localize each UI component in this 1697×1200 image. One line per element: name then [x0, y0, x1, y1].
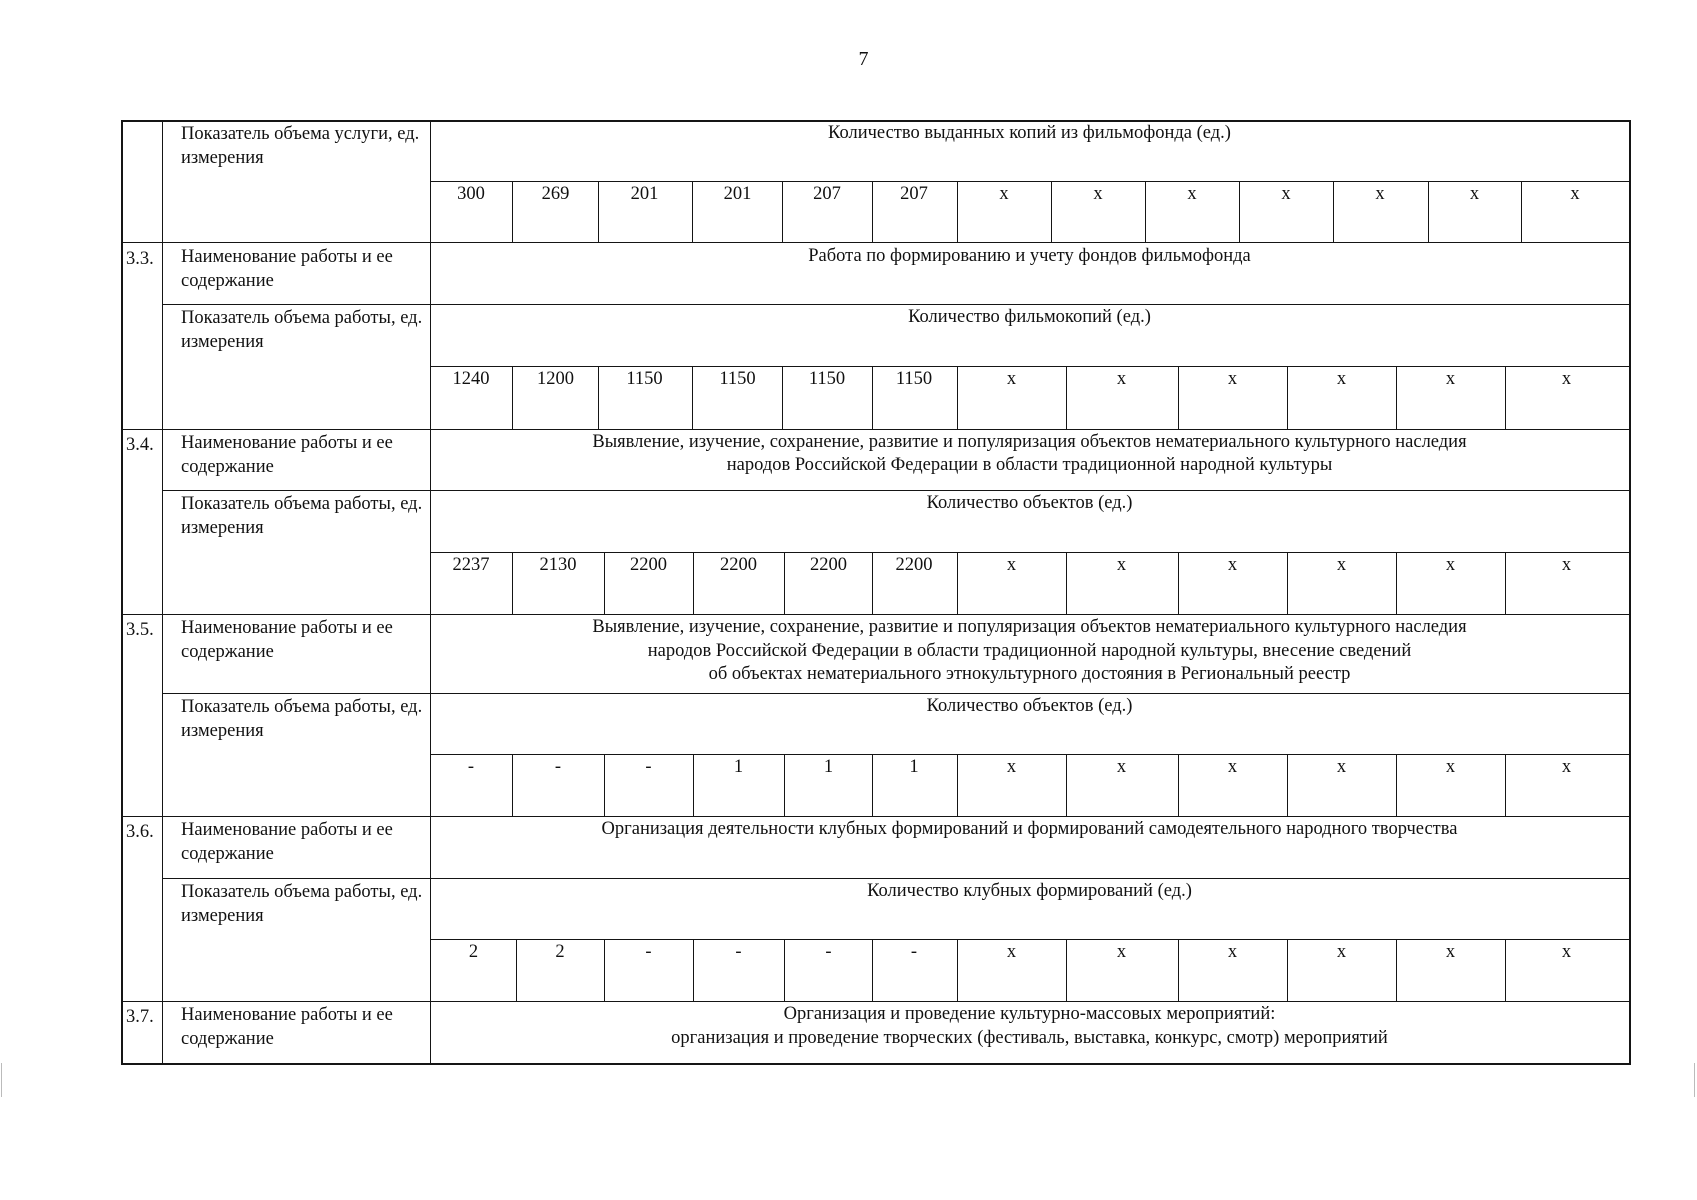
work-name-line: народов Российской Федерации в области традиционной народной культуры: [726, 455, 1333, 475]
value-cell: 2200: [630, 555, 667, 575]
grid-line: [957, 754, 958, 817]
grid-line: [1066, 366, 1067, 430]
value-cell: 201: [723, 184, 752, 204]
value-cell: -: [467, 757, 475, 777]
grid-line: [162, 120, 163, 1064]
value-cell: х: [1006, 757, 1017, 777]
row-number: 3.3.: [126, 249, 154, 269]
grid-line: [1396, 366, 1397, 430]
work-name-label: Наименование работы и ее содержание: [181, 1005, 393, 1049]
grid-line: [872, 181, 873, 243]
grid-line: [872, 366, 873, 430]
value-cell: -: [554, 757, 562, 777]
value-cell: х: [1006, 942, 1017, 962]
value-cell: 1: [733, 757, 744, 777]
grid-line: [121, 816, 1630, 817]
value-cell: 1: [909, 757, 919, 777]
grid-line: [1051, 181, 1052, 243]
value-cell: х: [1469, 184, 1480, 204]
grid-line: [162, 304, 1630, 305]
grid-line: [430, 181, 1630, 182]
value-cell: 207: [900, 184, 928, 204]
margin-mark-right: [1694, 1063, 1695, 1097]
value-cell: х: [999, 184, 1009, 204]
row-number: 3.7.: [126, 1007, 154, 1027]
grid-line: [1287, 552, 1288, 615]
value-cell: х: [1116, 757, 1127, 777]
work-name-line: Организация и проведение культурно-массовых мероприятий:: [783, 1004, 1276, 1024]
row-number: 3.4.: [126, 435, 154, 455]
value-cell: -: [645, 757, 652, 777]
value-cell: -: [825, 942, 832, 962]
grid-line: [1178, 366, 1179, 430]
volume-label: Показатель объема работы, ед. измерения: [181, 308, 423, 352]
value-cell: х: [1281, 184, 1291, 204]
grid-line: [957, 181, 958, 243]
grid-line: [872, 939, 873, 1002]
page-number: 7: [858, 48, 869, 70]
value-cell: х: [1006, 369, 1017, 389]
grid-line: [872, 754, 873, 817]
grid-line: [604, 754, 605, 817]
grid-line: [693, 754, 694, 817]
value-cell: 2200: [895, 555, 933, 575]
value-cell: х: [1227, 369, 1238, 389]
grid-line: [1333, 181, 1334, 243]
value-cell: х: [1336, 942, 1347, 962]
indicator-name: Количество объектов (ед.): [926, 696, 1133, 716]
grid-line: [604, 552, 605, 615]
value-cell: 300: [457, 184, 485, 204]
grid-line: [1505, 366, 1506, 430]
grid-line: [1396, 939, 1397, 1002]
work-name-label: Наименование работы и ее содержание: [181, 820, 393, 864]
work-name-label: Наименование работы и ее содержание: [181, 618, 393, 662]
value-cell: х: [1445, 942, 1456, 962]
grid-line: [121, 120, 123, 1065]
value-cell: х: [1445, 369, 1456, 389]
value-cell: х: [1336, 555, 1347, 575]
row-number: 3.6.: [126, 822, 154, 842]
grid-line: [1178, 754, 1179, 817]
work-name-line: организация и проведение творческих (фестиваль, выставка, конкурс, смотр) мероприятий: [671, 1028, 1388, 1048]
indicator-name: Количество фильмокопий (ед.): [908, 307, 1151, 327]
grid-line: [1287, 754, 1288, 817]
value-cell: -: [910, 942, 918, 962]
grid-line: [693, 552, 694, 615]
grid-line: [693, 939, 694, 1002]
grid-line: [512, 754, 513, 817]
work-name-line: народов Российской Федерации в области традиционной народной культуры, внесение сведений: [647, 641, 1412, 661]
work-name-line: Организация деятельности клубных формирований и формирований самодеятельного народного творчества: [601, 819, 1458, 839]
grid-line: [162, 490, 1630, 491]
value-cell: х: [1093, 184, 1103, 204]
grid-line: [430, 120, 431, 1064]
value-cell: 2200: [720, 555, 757, 575]
value-cell: х: [1561, 942, 1572, 962]
value-cell: х: [1445, 757, 1456, 777]
indicator-name: Количество клубных формирований (ед.): [867, 881, 1192, 901]
value-cell: 1200: [537, 369, 574, 389]
volume-label: Показатель объема работы, ед. измерения: [181, 494, 423, 538]
value-cell: х: [1336, 757, 1347, 777]
value-cell: 2: [468, 942, 479, 962]
grid-line: [1505, 754, 1506, 817]
grid-line: [782, 181, 783, 243]
volume-label: Показатель объема работы, ед. измерения: [181, 882, 423, 926]
grid-line: [121, 1001, 1630, 1002]
value-cell: 1240: [452, 369, 490, 389]
value-cell: х: [1116, 369, 1127, 389]
grid-line: [604, 939, 605, 1002]
value-cell: 269: [541, 184, 570, 204]
grid-line: [872, 552, 873, 615]
value-cell: 207: [813, 184, 841, 204]
value-cell: х: [1570, 184, 1580, 204]
grid-line: [957, 366, 958, 430]
grid-line: [1629, 120, 1631, 1065]
grid-line: [512, 366, 513, 430]
grid-line: [121, 429, 1630, 430]
work-name-label: Наименование работы и ее содержание: [181, 433, 393, 477]
grid-line: [782, 366, 783, 430]
value-cell: 2200: [810, 555, 847, 575]
grid-line: [162, 693, 1630, 694]
work-name-line: об объектах нематериального этнокультурного достояния в Региональный реестр: [708, 664, 1351, 684]
value-cell: 201: [630, 184, 659, 204]
value-cell: -: [735, 942, 742, 962]
value-cell: х: [1116, 555, 1127, 575]
value-cell: х: [1116, 942, 1127, 962]
grid-line: [121, 1063, 1631, 1065]
grid-line: [957, 552, 958, 615]
grid-line: [430, 366, 1630, 367]
grid-line: [1505, 552, 1506, 615]
grid-line: [1066, 939, 1067, 1002]
grid-line: [1521, 181, 1522, 243]
grid-line: [1145, 181, 1146, 243]
grid-line: [1178, 552, 1179, 615]
grid-line: [784, 552, 785, 615]
grid-line: [1066, 552, 1067, 615]
value-cell: х: [1561, 757, 1572, 777]
value-cell: 1150: [719, 369, 756, 389]
grid-line: [512, 181, 513, 243]
grid-line: [430, 939, 1630, 940]
grid-line: [1178, 939, 1179, 1002]
margin-mark-left: [1, 1063, 2, 1097]
value-cell: 2237: [452, 555, 490, 575]
grid-line: [784, 939, 785, 1002]
value-cell: х: [1227, 757, 1238, 777]
grid-line: [162, 878, 1630, 879]
work-name-label: Наименование работы и ее содержание: [181, 247, 393, 291]
value-cell: 2: [555, 942, 565, 962]
value-cell: х: [1445, 555, 1456, 575]
value-cell: х: [1561, 369, 1572, 389]
indicator-name: Количество объектов (ед.): [926, 493, 1133, 513]
work-name-line: Работа по формированию и учету фондов фильмофонда: [808, 246, 1251, 266]
grid-line: [1396, 754, 1397, 817]
value-cell: х: [1187, 184, 1197, 204]
value-cell: 1150: [626, 369, 663, 389]
grid-line: [121, 120, 1631, 122]
grid-line: [598, 366, 599, 430]
volume-label: Показатель объема работы, ед. измерения: [181, 697, 423, 741]
volume-label: Показатель объема услуги, ед. измерения: [181, 124, 420, 168]
grid-line: [598, 181, 599, 243]
grid-line: [692, 366, 693, 430]
grid-line: [1505, 939, 1506, 1002]
grid-line: [1287, 366, 1288, 430]
grid-line: [121, 614, 1630, 615]
grid-line: [1066, 754, 1067, 817]
grid-line: [1396, 552, 1397, 615]
grid-line: [784, 754, 785, 817]
row-number: 3.5.: [126, 620, 154, 640]
grid-line: [957, 939, 958, 1002]
grid-line: [692, 181, 693, 243]
grid-line: [430, 552, 1630, 553]
value-cell: х: [1375, 184, 1385, 204]
grid-line: [1239, 181, 1240, 243]
grid-line: [121, 242, 1630, 243]
value-cell: х: [1336, 369, 1347, 389]
value-cell: х: [1227, 555, 1238, 575]
indicator-name: Количество выданных копий из фильмофонда (ед.): [828, 123, 1231, 143]
value-cell: х: [1006, 555, 1017, 575]
grid-line: [430, 754, 1630, 755]
value-cell: 2130: [539, 555, 577, 575]
work-name-line: Выявление, изучение, сохранение, развитие и популяризация объектов нематериального культурного наследия: [592, 617, 1467, 637]
value-cell: 1150: [808, 369, 846, 389]
value-cell: 1150: [895, 369, 933, 389]
grid-line: [1287, 939, 1288, 1002]
grid-line: [1428, 181, 1429, 243]
grid-line: [512, 552, 513, 615]
value-cell: 1: [823, 757, 834, 777]
value-cell: х: [1227, 942, 1238, 962]
grid-line: [162, 1063, 1630, 1064]
grid-line: [516, 939, 517, 1002]
value-cell: х: [1561, 555, 1572, 575]
value-cell: -: [645, 942, 652, 962]
work-name-line: Выявление, изучение, сохранение, развитие и популяризация объектов нематериального культурного наследия: [592, 432, 1467, 452]
